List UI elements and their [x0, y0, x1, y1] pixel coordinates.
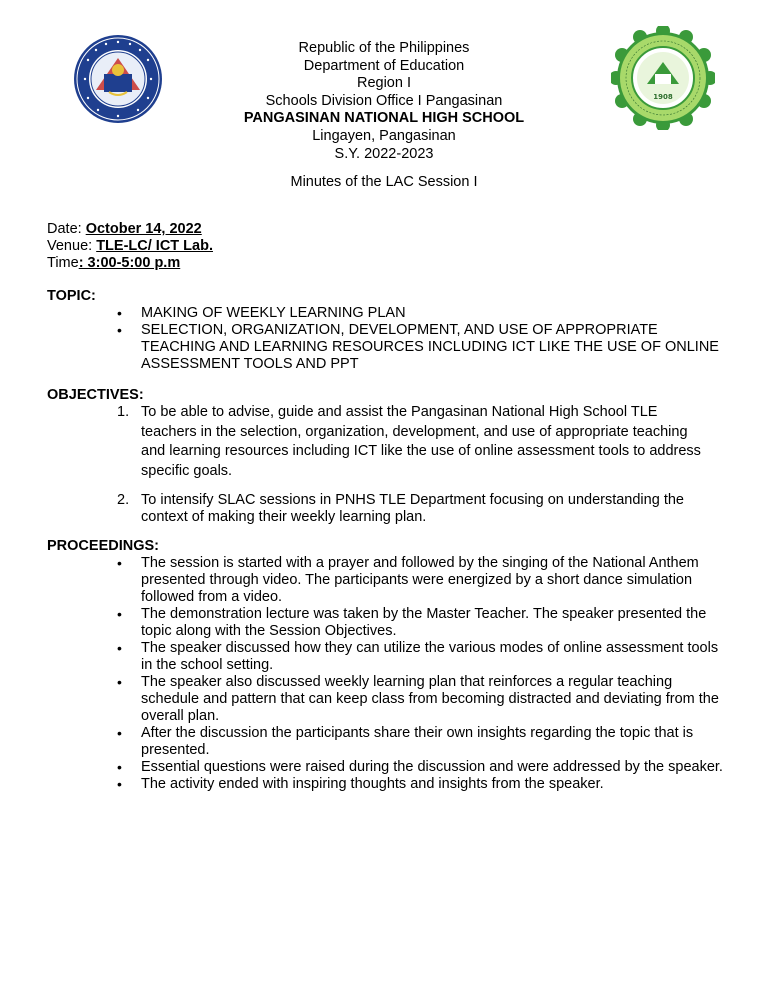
date-row — [47, 221, 213, 238]
time-row — [47, 255, 213, 272]
header-line-region: Region I — [356, 75, 411, 92]
list-item: • Essential questions were raised during the discussion and were addressed by the speaker. — [117, 759, 723, 776]
list-item: • After the discussion the participants share their own insights regarding the topic that is presented. — [117, 725, 723, 759]
header-school-year: S.Y. 2022-2023 — [334, 145, 434, 162]
list-item: • SELECTION, ORGANIZATION, DEVELOPMENT, AND USE OF APPROPRIATE TEACHING AND LEARNING RESOURCES INCLUDING ICT LIKE THE USE OF ONLINE ASSESSMENT TOOLS AND PPT — [117, 322, 727, 373]
objectives-list — [117, 403, 707, 526]
topic-list — [117, 305, 727, 373]
header-line-department: Department of Education — [303, 57, 465, 74]
header-line-republic: Republic of the Philippines — [298, 40, 470, 56]
list-item: • The speaker also discussed weekly learning plan that reinforces a regular teaching schedule and pattern that can keep class from becoming distracted and deviating from the overall plan. — [117, 674, 723, 725]
objectives-heading: OBJECTIVES: — [47, 387, 144, 403]
header-line-division: Schools Division Office I Pangasinan — [265, 92, 503, 109]
list-item: • The speaker discussed how they can utilize the various modes of online assessment tools in the school setting. — [117, 640, 723, 674]
date-value: October 14, 2022 — [85, 221, 202, 237]
venue-value: TLE-LC/ ICT Lab. — [96, 238, 213, 254]
topic-heading: TOPIC: — [47, 288, 96, 304]
time-value: : 3:00-5:00 p.m — [78, 255, 181, 271]
objective-text: To intensify SLAC sessions in PNHS TLE Department focusing on understanding the context of making their weekly learning plan. — [141, 492, 684, 525]
list-item: • MAKING OF WEEKLY LEARNING PLAN — [117, 305, 727, 322]
header-school-name: PANGASINAN NATIONAL HIGH SCHOOL — [243, 110, 525, 127]
date-label: Date: — [47, 221, 86, 237]
list-item: • The session is started with a prayer and followed by the singing of the National Anthem presented through video. The participants were energized by a short dance simulation followed from a video. — [117, 555, 723, 606]
objective-number: 1. — [117, 404, 130, 420]
list-item — [117, 492, 707, 526]
venue-label: Venue: — [47, 238, 97, 254]
header-location: Lingayen, Pangasinan — [312, 127, 456, 144]
objective-number: 2. — [117, 492, 130, 508]
svg-text:1908: 1908 — [653, 93, 673, 101]
venue-row — [47, 238, 213, 255]
objective-text: To be able to advise, guide and assist the Pangasinan National High School TLE teachers in the selection, organization, development, and use of appropriate teaching and learning resources including ICT like the use of online assessment tools to address specific goals. — [141, 404, 701, 479]
list-item: • The activity ended with inspiring thoughts and insights from the speaker. — [117, 776, 723, 793]
list-item: • The demonstration lecture was taken by the Master Teacher. The speaker presented the topic along with the Session Objectives. — [117, 606, 723, 640]
document-header — [0, 40, 768, 163]
document-title: Minutes of the LAC Session I — [290, 174, 478, 190]
session-details — [47, 221, 213, 272]
list-item — [117, 403, 707, 481]
time-label: Time — [47, 255, 79, 271]
proceedings-list — [117, 555, 723, 793]
proceedings-heading: PROCEEDINGS: — [47, 538, 159, 554]
